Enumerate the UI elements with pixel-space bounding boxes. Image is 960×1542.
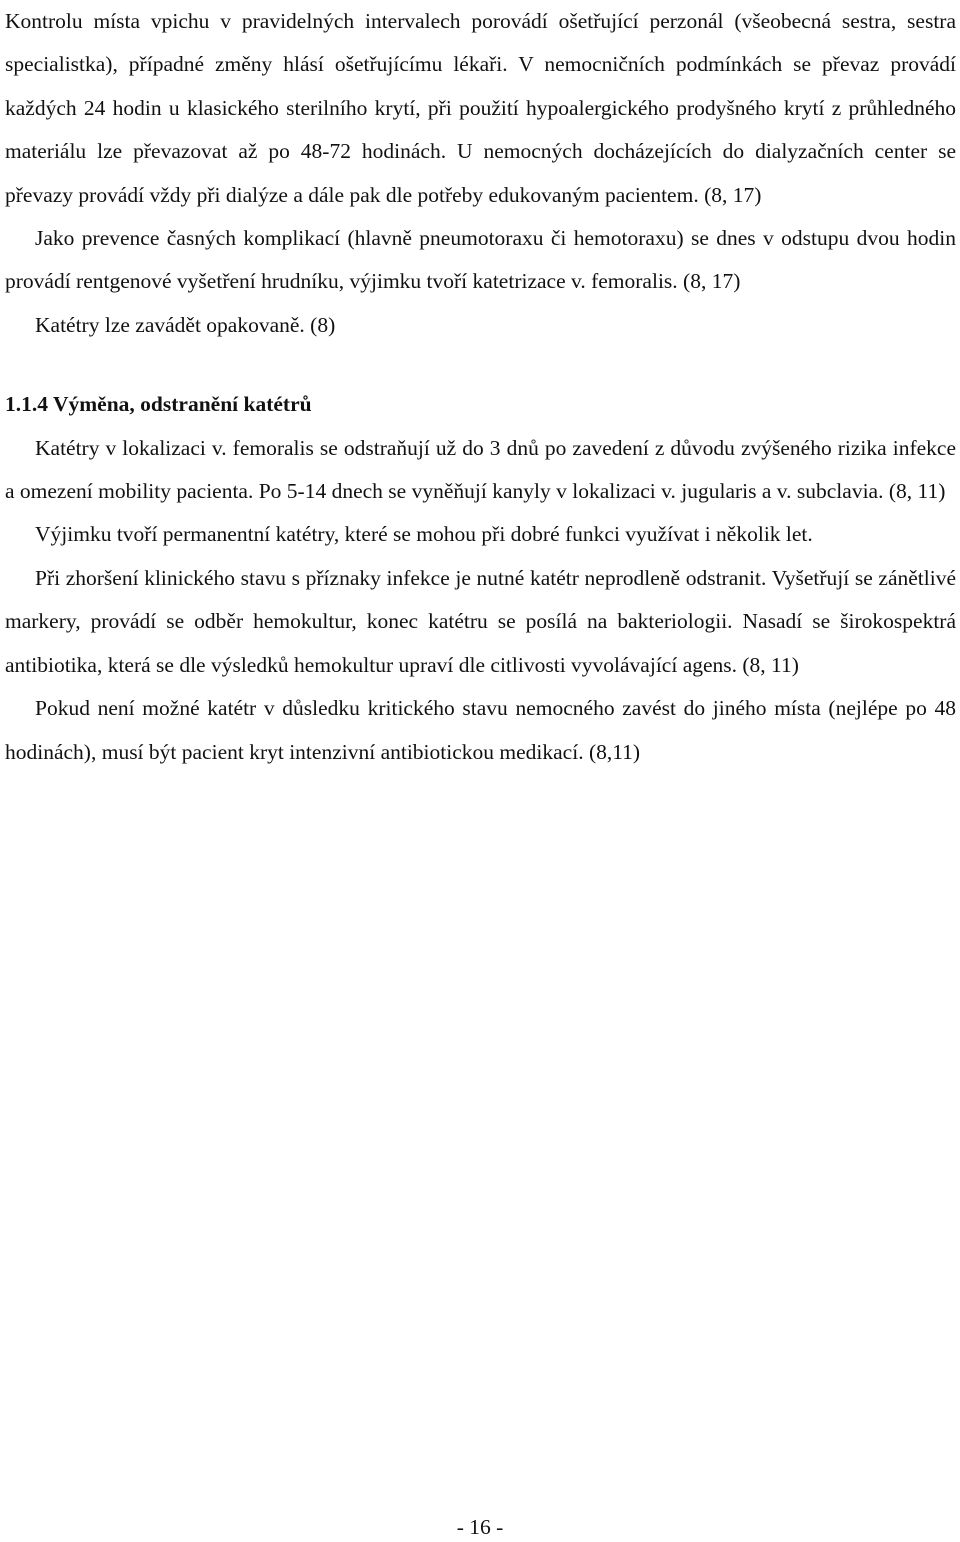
paragraph-femoral-removal: Katétry v lokalizaci v. femoralis se odstraňují už do 3 dnů po zavedení z důvodu zvýšeného rizika infekce a omezení mobility pacienta. Po 5-14 dnech se vyněňují kanyly v lokalizaci v. jugularis a v. subclavia. (8, 11) [5, 435, 956, 504]
section-heading: 1.1.4 Výměna, odstranění katétrů [5, 392, 312, 417]
page-number: - 16 - [456, 1515, 504, 1539]
paragraph-infection-removal: Při zhoršení klinického stavu s příznaky infekce je nutné katétr neprodleně odstranit. Vyšetřují se zánětlivé markery, provádí se odběr hemokultur, konec katétru se posílá na bakteriologii. Nasadí se širokospektrá antibiotika, která se dle výsledků hemokultur upraví dle citlivosti vyvolávající agens. (8, 11) [5, 565, 956, 677]
paragraph-antibiotic-cover: Pokud není možné katétr v důsledku kritického stavu nemocného zavést do jiného místa (nejlépe po 48 hodinách), musí být pacient kryt intenzivní antibiotickou medikací. (8,11) [5, 696, 956, 764]
paragraph-xray-prevention: Jako prevence časných komplikací (hlavně pneumotoraxu či hemotoraxu) se dnes v odstupu dvou hodin provádí rentgenové vyšetření hrudníku, výjimku tvoří katetrizace v. femoralis. (8, 17) [5, 226, 956, 294]
paragraph-permanent-catheters: Výjimku tvoří permanentní katétry, které se mohou při dobré funkci využívat i několik let. [35, 522, 813, 547]
paragraph-repeat-insertion: Katétry lze zavádět opakovaně. (8) [35, 312, 336, 337]
document-page [5, 0, 956, 774]
spacer [5, 347, 956, 383]
paragraph-wound-check: Kontrolu místa vpichu v pravidelných intervalech porovádí ošetřující perzonál (všeobecná sestra, sestra specialistka), případné změny hlásí ošetřujícímu lékaři. V nemocničních podmínkách se převaz provádí každých 24 hodin u klasického sterilního krytí, při použití hypoalergického prodyšného krytí z průhledného materiálu lze převazovat až po 48-72 hodinách. U nemocných docházejících do dialyzačních center se převazy provádí vždy při dialýze a dále pak dle potřeby edukovaným pacientem. (8, 17) [5, 9, 956, 207]
